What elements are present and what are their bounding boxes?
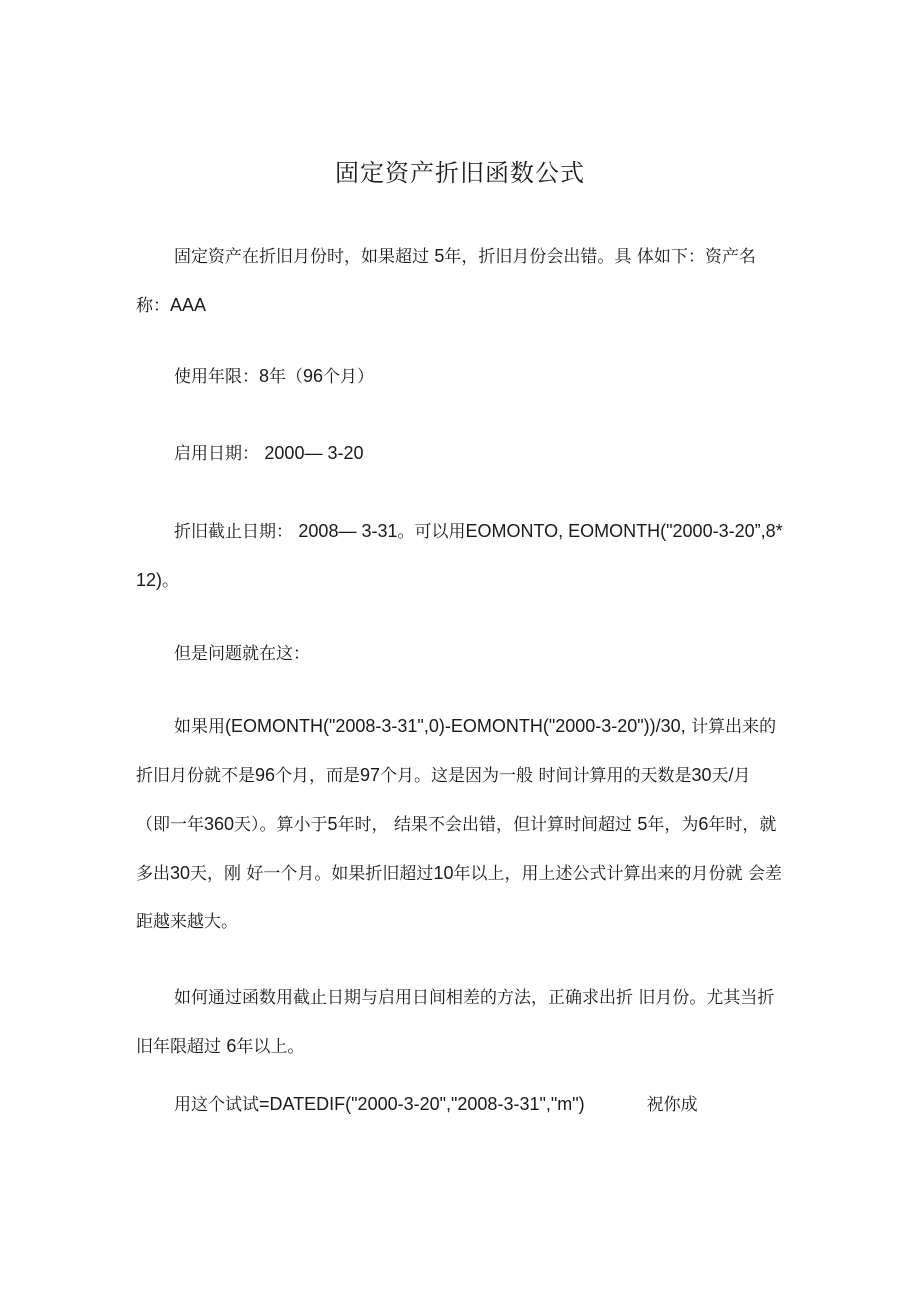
text-segment: 启用日期： [174, 444, 265, 464]
paragraph-problem-detail [136, 702, 784, 946]
text-segment: 计算出来的折旧月份就不是 [136, 717, 777, 786]
text-segment: 天 [711, 766, 729, 786]
document-title: 固定资产折旧函数公式 [335, 159, 585, 187]
paragraph-start-date [136, 429, 784, 478]
number-segment: 5 [434, 246, 445, 266]
text-segment: 折旧截止日期： [174, 522, 299, 542]
text-segment: 使用年限： [174, 367, 259, 387]
text-segment: 天，刚 好一个月。如果折旧超过 [190, 864, 434, 884]
formula-segment: (EOMONTH("2008-3-31",0)-EOMONTH("2000-3-20"))/30, [225, 716, 686, 736]
number-segment: 30 [170, 863, 191, 883]
paragraph-problem-intro [136, 630, 784, 678]
text-segment: / [728, 765, 734, 785]
text-segment: 如何通过函数用截止日期与启用日间相差的方法，正确求出折 旧月份。尤其当折旧年限超过 [136, 988, 775, 1057]
text-segment: 但是问题就在这： [174, 644, 310, 664]
text-segment: 年以上，用上述公式计算出来的月份就 会差距越来越大。 [136, 864, 782, 932]
text-segment: 年时，就多出 [136, 815, 777, 884]
text-segment: 。 [162, 571, 180, 591]
number-segment: 96 [255, 765, 276, 785]
text-segment: 年，为 [647, 815, 699, 835]
text-segment: 如果用 [174, 717, 225, 737]
text-segment: 用这个试试 [174, 1095, 259, 1115]
text-segment: 个月。这是因为一般 时间计算用的天数是 [380, 766, 692, 786]
number-segment: 96 [303, 366, 324, 386]
number-segment: 97 [360, 765, 381, 785]
text-segment: 。可以用 [397, 522, 466, 542]
text-segment: 月（即一年 [136, 766, 751, 835]
paragraph-question [136, 974, 784, 1071]
end-date-value: 2008— 3-31 [298, 521, 398, 541]
number-segment: 10 [433, 863, 454, 883]
paragraph-end-date [136, 507, 784, 605]
datedif-formula: =DATEDIF("2000-3-20","2008-3-31","m") [259, 1094, 585, 1114]
start-date-value: 2000— 3-20 [264, 443, 364, 463]
text-segment: 年时， 结果不会出错，但计算时间超过 [337, 815, 638, 835]
asset-name-value: AAA [170, 295, 207, 315]
paragraph-overview [136, 232, 784, 330]
number-segment: 360 [204, 814, 235, 834]
paragraph-useful-life [136, 352, 784, 401]
number-segment: 6 [226, 1036, 237, 1056]
text-segment: 固定资产在折旧月份时，如果超过 [174, 247, 435, 267]
number-segment: 8 [259, 366, 270, 386]
number-segment: 30 [691, 765, 712, 785]
number-segment: 5 [327, 814, 338, 834]
number-segment: 5 [637, 814, 648, 834]
paragraph-answer [136, 1080, 784, 1129]
formula-segment: EOMONTO, EOMONTH("2000-3-20”,8*12) [136, 521, 783, 590]
text-segment: 年以上。 [236, 1037, 305, 1057]
text-segment: 个月，而是 [275, 766, 361, 786]
text-segment: 年，折旧月份会出错。具 体如下：资产名称： [136, 247, 756, 316]
text-segment: 个月） [323, 367, 375, 387]
text-segment: 年（ [269, 367, 304, 387]
text-segment: 天）。算小于 [234, 815, 328, 835]
text-segment: 祝你成 [646, 1095, 698, 1115]
number-segment: 6 [698, 814, 709, 834]
